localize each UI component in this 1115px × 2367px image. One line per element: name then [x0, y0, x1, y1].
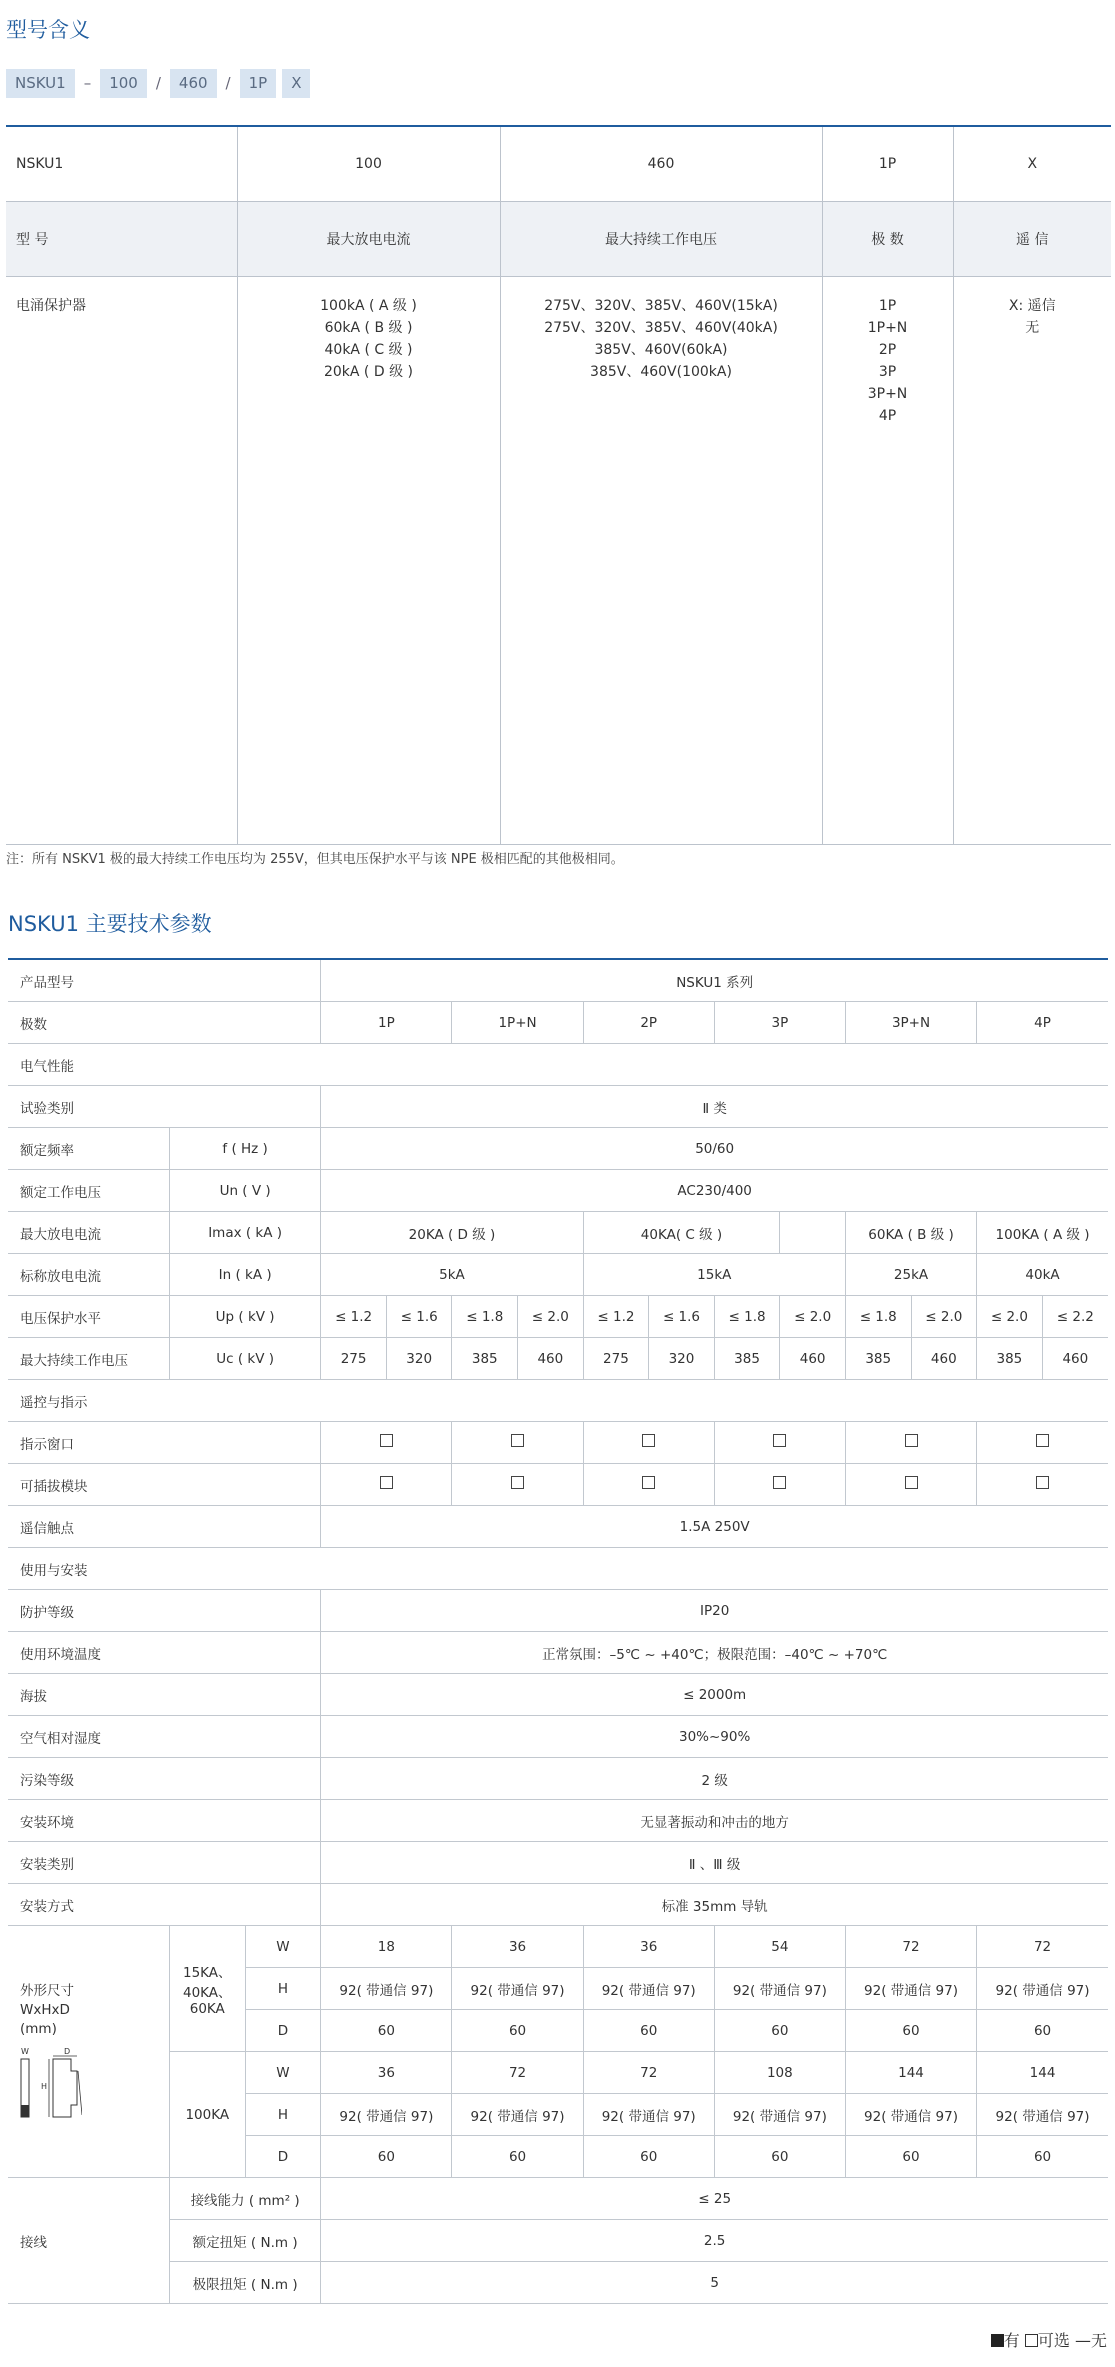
- diagram-arrow: [78, 2071, 82, 2115]
- section-title-specs: NSKU1 主要技术参数: [8, 912, 212, 936]
- uc-cell: 275: [321, 1338, 387, 1380]
- group-heading: 使用与安装: [8, 1548, 1108, 1590]
- dim-value: 54: [714, 1926, 845, 1968]
- dim-value: 92( 带通信 97): [583, 1968, 714, 2010]
- legend-empty-square-icon: [1025, 2334, 1038, 2347]
- dim-value: 60: [452, 2136, 583, 2178]
- optional-square-icon: [905, 1434, 918, 1447]
- up-cell: ≤ 1.8: [714, 1296, 780, 1338]
- dim-value: 60: [845, 2136, 976, 2178]
- spec-label: 指示窗口: [8, 1422, 321, 1464]
- diagram-side-view: [53, 2059, 77, 2117]
- dim-value: 18: [321, 1926, 452, 1968]
- model-code-sep: /: [225, 74, 231, 92]
- optional-square-icon: [773, 1476, 786, 1489]
- dim-value: 60: [977, 2136, 1108, 2178]
- spec-label: 试验类别: [8, 1086, 321, 1128]
- dim-value: 60: [714, 2136, 845, 2178]
- spec-label: 空气相对湿度: [8, 1716, 321, 1758]
- in-cell: 15kA: [583, 1254, 845, 1296]
- diagram-w-label: W: [21, 2047, 29, 2056]
- spec-value: Ⅱ 、Ⅲ 级: [321, 1842, 1108, 1884]
- spec-label: 可插拔模块: [8, 1464, 321, 1506]
- imax-cell: 40KA( C 级 ): [583, 1212, 780, 1254]
- optional-square-icon: [642, 1434, 655, 1447]
- model-meaning-table: [6, 125, 1111, 845]
- spec-value: 5: [321, 2262, 1108, 2304]
- up-cell: ≤ 1.2: [583, 1296, 649, 1338]
- uc-cell: 460: [518, 1338, 584, 1380]
- up-cell: ≤ 1.8: [452, 1296, 518, 1338]
- optional-square-icon: [380, 1476, 393, 1489]
- value-row: [6, 277, 1111, 845]
- imax-cell: [780, 1212, 846, 1254]
- dim-value: 92( 带通信 97): [583, 2094, 714, 2136]
- dim-value: 60: [714, 2010, 845, 2052]
- dim-value: 92( 带通信 97): [977, 2094, 1108, 2136]
- pole-cell: 1P: [321, 1002, 452, 1044]
- spec-unit: Un ( V ): [169, 1170, 320, 1212]
- pole-cell: 4P: [977, 1002, 1108, 1044]
- spec-unit: 极限扭矩 ( N.m ): [169, 2262, 320, 2304]
- spec-unit: Up ( kV ): [169, 1296, 320, 1338]
- in-cell: 40kA: [977, 1254, 1108, 1296]
- optional-cell: [845, 1422, 976, 1464]
- spec-label: 产品型号: [8, 959, 321, 1002]
- spec-label: 安装环境: [8, 1800, 321, 1842]
- footnote: 注：所有 NSKV1 极的最大持续工作电压均为 255V，但其电压保护水平与该 NPE 极相匹配的其他极相同。: [6, 852, 624, 867]
- spec-value: 正常氛围：–5℃ ~ +40℃；极限范围：–40℃ ~ +70℃: [321, 1632, 1108, 1674]
- dim-value: 60: [321, 2010, 452, 2052]
- group-heading: 遥控与指示: [8, 1380, 1108, 1422]
- dimension-diagram: [20, 2045, 82, 2121]
- header-cell: 遥 信: [953, 202, 1111, 277]
- optional-cell: [714, 1422, 845, 1464]
- dim-value: 92( 带通信 97): [977, 1968, 1108, 2010]
- optional-square-icon: [773, 1434, 786, 1447]
- model-code-poles: 1P: [240, 69, 277, 98]
- optional-cell: [452, 1464, 583, 1506]
- value-cell: 100kA ( A 级 ) 60kA ( B 级 ) 40kA ( C 级 ) 20kA ( D 级 ): [237, 277, 500, 845]
- model-code-series: NSKU1: [6, 69, 75, 98]
- optional-cell: [714, 1464, 845, 1506]
- dim-value: 60: [321, 2136, 452, 2178]
- optional-square-icon: [511, 1476, 524, 1489]
- up-cell: ≤ 2.0: [780, 1296, 846, 1338]
- dim-value: 108: [714, 2052, 845, 2094]
- spec-value: IP20: [321, 1590, 1108, 1632]
- dim-value: 72: [845, 1926, 976, 1968]
- code-cell: 460: [500, 126, 822, 202]
- spec-unit: 额定扭矩 ( N.m ): [169, 2220, 320, 2262]
- optional-square-icon: [642, 1476, 655, 1489]
- header-row: [6, 202, 1111, 277]
- dim-axis: W: [245, 1926, 321, 1968]
- dim-group-label: 100KA: [169, 2052, 245, 2178]
- spec-label: 防护等级: [8, 1590, 321, 1632]
- spec-label: 极数: [8, 1002, 321, 1044]
- model-code-voltage: 460: [170, 69, 217, 98]
- optional-cell: [583, 1464, 714, 1506]
- value-cell: X: 遥信 无: [953, 277, 1111, 845]
- spec-label: 最大持续工作电压: [8, 1338, 169, 1380]
- imax-cell: 20KA ( D 级 ): [321, 1212, 583, 1254]
- spec-unit: 接线能力 ( mm² ): [169, 2178, 320, 2220]
- spec-unit: Imax ( kA ): [169, 1212, 320, 1254]
- spec-label: 电压保护水平: [8, 1296, 169, 1338]
- series-value: NSKU1 系列: [321, 959, 1108, 1002]
- dim-value: 60: [977, 2010, 1108, 2052]
- header-cell: 极 数: [822, 202, 953, 277]
- legend: [991, 2328, 1107, 2351]
- optional-cell: [977, 1464, 1108, 1506]
- spec-label: 遥信触点: [8, 1506, 321, 1548]
- optional-square-icon: [380, 1434, 393, 1447]
- spec-label: 安装类别: [8, 1842, 321, 1884]
- spec-value: 50/60: [321, 1128, 1108, 1170]
- value-cell: 1P 1P+N 2P 3P 3P+N 4P: [822, 277, 953, 845]
- uc-cell: 385: [977, 1338, 1043, 1380]
- spec-value: AC230/400: [321, 1170, 1108, 1212]
- legend-has: 有: [1003, 2331, 1020, 2350]
- up-cell: ≤ 1.8: [845, 1296, 911, 1338]
- dim-value: 92( 带通信 97): [452, 1968, 583, 2010]
- diagram-d-label: D: [64, 2047, 71, 2056]
- optional-cell: [977, 1422, 1108, 1464]
- spec-label: 额定工作电压: [8, 1170, 169, 1212]
- uc-cell: 320: [386, 1338, 452, 1380]
- dim-group-label: 15KA、 40KA、 60KA: [169, 1926, 245, 2052]
- spec-unit: In ( kA ): [169, 1254, 320, 1296]
- spec-label: 污染等级: [8, 1758, 321, 1800]
- spec-value: 2.5: [321, 2220, 1108, 2262]
- spec-label: 海拔: [8, 1674, 321, 1716]
- code-cell: 1P: [822, 126, 953, 202]
- pole-cell: 2P: [583, 1002, 714, 1044]
- up-cell: ≤ 1.2: [321, 1296, 387, 1338]
- spec-table: [8, 958, 1108, 2304]
- optional-cell: [845, 1464, 976, 1506]
- spec-label: 额定频率: [8, 1128, 169, 1170]
- up-cell: ≤ 2.2: [1042, 1296, 1108, 1338]
- dim-value: 72: [452, 2052, 583, 2094]
- optional-cell: [321, 1422, 452, 1464]
- model-code-sep: /: [155, 74, 161, 92]
- dim-value: 72: [977, 1926, 1108, 1968]
- dim-value: 60: [583, 2010, 714, 2052]
- spec-value: 2 级: [321, 1758, 1108, 1800]
- legend-optional: 可选: [1037, 2331, 1070, 2350]
- dim-axis: H: [245, 2094, 321, 2136]
- dim-axis: W: [245, 2052, 321, 2094]
- spec-label: 安装方式: [8, 1884, 321, 1926]
- spec-value: Ⅱ 类: [321, 1086, 1108, 1128]
- spec-value: 30%~90%: [321, 1716, 1108, 1758]
- dim-value: 36: [321, 2052, 452, 2094]
- legend-none: —无: [1074, 2331, 1107, 2350]
- spec-label: 最大放电电流: [8, 1212, 169, 1254]
- code-cell: NSKU1: [6, 126, 237, 202]
- spec-label: 使用环境温度: [8, 1632, 321, 1674]
- up-cell: ≤ 2.0: [977, 1296, 1043, 1338]
- optional-cell: [321, 1464, 452, 1506]
- value-cell: 电涌保护器: [6, 277, 237, 845]
- spec-label: 接线: [8, 2178, 169, 2304]
- spec-value: 标准 35mm 导轨: [321, 1884, 1108, 1926]
- dim-value: 60: [452, 2010, 583, 2052]
- group-heading: 电气性能: [8, 1044, 1108, 1086]
- uc-cell: 460: [780, 1338, 846, 1380]
- model-code-sep: –: [83, 74, 92, 92]
- dim-value: 92( 带通信 97): [714, 1968, 845, 2010]
- dimension-label-cell: [8, 1926, 169, 2178]
- spec-value: ≤ 2000m: [321, 1674, 1108, 1716]
- optional-cell: [452, 1422, 583, 1464]
- diagram-front-base: [21, 2105, 29, 2117]
- model-code-current: 100: [100, 69, 147, 98]
- dim-axis: D: [245, 2136, 321, 2178]
- code-cell: 100: [237, 126, 500, 202]
- dim-value: 92( 带通信 97): [452, 2094, 583, 2136]
- model-code-remote: X: [282, 69, 310, 98]
- optional-square-icon: [1036, 1476, 1049, 1489]
- uc-cell: 320: [649, 1338, 715, 1380]
- imax-cell: 100KA ( A 级 ): [977, 1212, 1108, 1254]
- in-cell: 5kA: [321, 1254, 583, 1296]
- dim-axis: D: [245, 2010, 321, 2052]
- dimension-label: 外形尺寸 WxHxD (mm): [20, 1983, 74, 2037]
- spec-value: 1.5A 250V: [321, 1506, 1108, 1548]
- spec-unit: Uc ( kV ): [169, 1338, 320, 1380]
- in-cell: 25kA: [845, 1254, 976, 1296]
- dim-value: 60: [583, 2136, 714, 2178]
- dim-axis: H: [245, 1968, 321, 2010]
- up-cell: ≤ 2.0: [911, 1296, 977, 1338]
- uc-cell: 385: [452, 1338, 518, 1380]
- uc-cell: 385: [845, 1338, 911, 1380]
- dim-value: 36: [452, 1926, 583, 1968]
- spec-value: ≤ 25: [321, 2178, 1108, 2220]
- up-cell: ≤ 1.6: [386, 1296, 452, 1338]
- spec-label: 标称放电电流: [8, 1254, 169, 1296]
- code-cell: X: [953, 126, 1111, 202]
- dim-value: 92( 带通信 97): [845, 2094, 976, 2136]
- up-cell: ≤ 1.6: [649, 1296, 715, 1338]
- uc-cell: 385: [714, 1338, 780, 1380]
- dim-value: 144: [845, 2052, 976, 2094]
- dim-value: 144: [977, 2052, 1108, 2094]
- dim-value: 36: [583, 1926, 714, 1968]
- optional-square-icon: [1036, 1434, 1049, 1447]
- header-cell: 最大放电电流: [237, 202, 500, 277]
- header-cell: 型 号: [6, 202, 237, 277]
- dim-value: 60: [845, 2010, 976, 2052]
- uc-cell: 460: [911, 1338, 977, 1380]
- value-cell: 275V、320V、385V、460V(15kA) 275V、320V、385V、460V(40kA) 385V、460V(60kA) 385V、460V(100kA): [500, 277, 822, 845]
- dim-value: 72: [583, 2052, 714, 2094]
- spec-value: 无显著振动和冲击的地方: [321, 1800, 1108, 1842]
- uc-cell: 275: [583, 1338, 649, 1380]
- dim-value: 92( 带通信 97): [321, 1968, 452, 2010]
- optional-cell: [583, 1422, 714, 1464]
- model-code: [6, 68, 310, 98]
- spec-unit: f ( Hz ): [169, 1128, 320, 1170]
- code-row: [6, 126, 1111, 202]
- dim-value: 92( 带通信 97): [845, 1968, 976, 2010]
- optional-square-icon: [511, 1434, 524, 1447]
- pole-cell: 3P: [714, 1002, 845, 1044]
- uc-cell: 460: [1042, 1338, 1108, 1380]
- dim-value: 92( 带通信 97): [321, 2094, 452, 2136]
- pole-cell: 1P+N: [452, 1002, 583, 1044]
- header-cell: 最大持续工作电压: [500, 202, 822, 277]
- imax-cell: 60KA ( B 级 ): [845, 1212, 976, 1254]
- diagram-h-label: H: [41, 2082, 48, 2091]
- up-cell: ≤ 2.0: [518, 1296, 584, 1338]
- legend-filled-square-icon: [991, 2334, 1004, 2347]
- pole-cell: 3P+N: [845, 1002, 976, 1044]
- section-title-model-meaning: 型号含义: [6, 18, 90, 42]
- optional-square-icon: [905, 1476, 918, 1489]
- dim-value: 92( 带通信 97): [714, 2094, 845, 2136]
